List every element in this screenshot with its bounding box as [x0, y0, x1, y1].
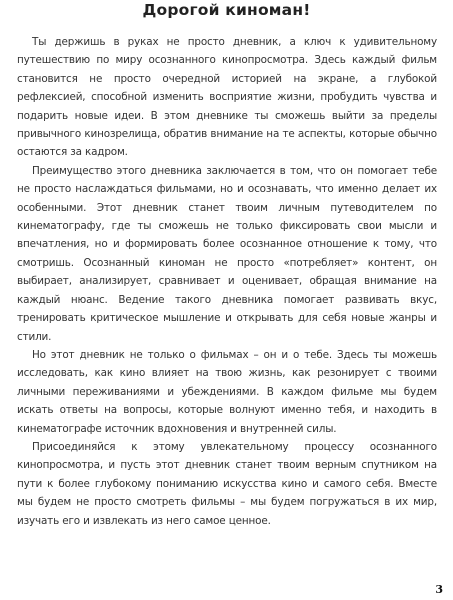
page-title: Дорогой киноман! — [142, 1, 311, 19]
paragraph: Преимущество этого дневника заключается в том, что он помогает тебе не просто наслаждаться фильмами, но и осознавать, что именно делает их особенными. Этот дневник станет твоим личным путеводителем по кинематографу, где ты сможешь не только фиксировать свои мысли и впечатления, но и формировать более осознанное отношение к тому, что смотришь. Осознанный киноман не просто «потребляет» контент, он выбирает, анализирует, сравнивает и оценивает, обращая внимание на каждый нюанс. Ведение такого дневника помогает развивать вкус, тренировать критическое мышление и открывать для себя новые жанры и стили. — [17, 164, 437, 343]
paragraph: Но этот дневник не только о фильмах – он и о тебе. Здесь ты можешь исследовать, как кино влияет на твою жизнь, как резонирует с твоими личными переживаниями и убеждениями. В каждом фильме мы будем искать ответы на вопросы, которые волнуют именно тебя, и находить в кинематографе источник вдохновения и внутренней силы. — [17, 348, 437, 435]
document-body — [17, 33, 437, 530]
page-number: 3 — [435, 583, 443, 596]
paragraph: Присоединяйся к этому увлекательному процессу осознанного кинопросмотра, и пусть этот дневник станет твоим верным спутником на пути к более глубокому пониманию искусства кино и самого себя. Вместе мы будем не просто смотреть фильмы – мы будем погружаться в их мир, изучать его и извлекать из него самое ценное. — [17, 440, 437, 527]
paragraph: Ты держишь в руках не просто дневник, а ключ к удивительному путешествию по миру осознанного кинопросмотра. Здесь каждый фильм становится не просто очередной историей на экране, а глубокой рефлексией, способной изменить восприятие жизни, пробудить чувства и подарить новые идеи. В этом дневнике ты сможешь выйти за пределы привычного кинозрелища, обратив внимание на те аспекты, которые обычно остаются за кадром. — [17, 36, 437, 159]
